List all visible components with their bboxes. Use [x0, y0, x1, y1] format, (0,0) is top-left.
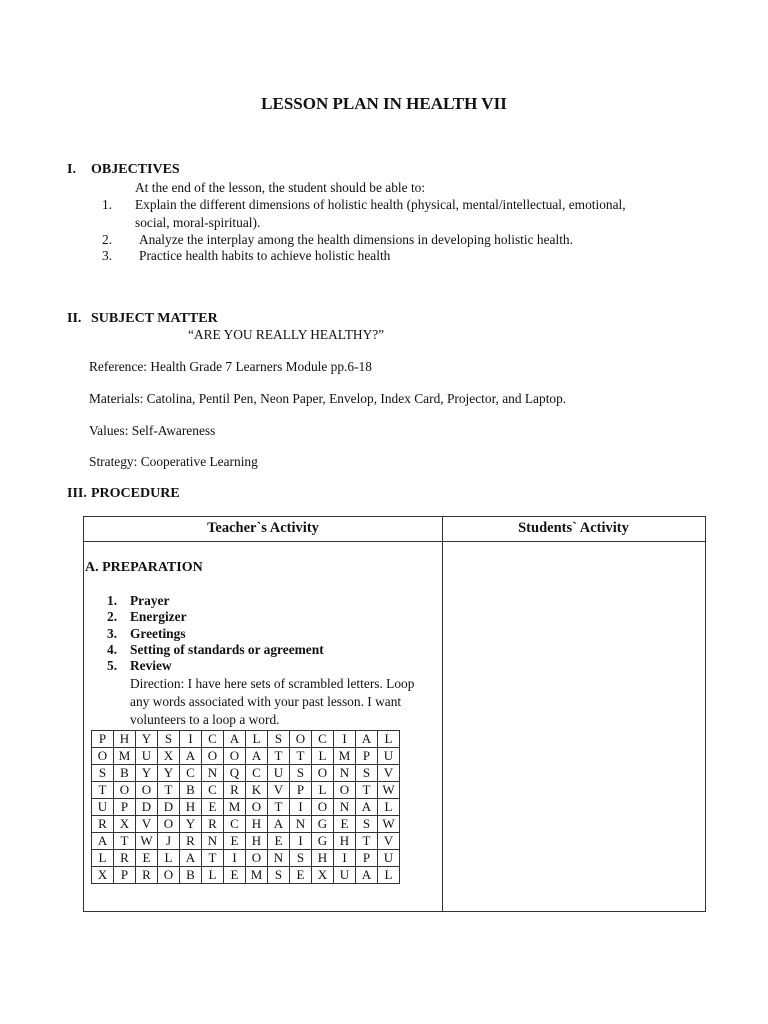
word-search-cell[interactable]: H: [246, 833, 268, 850]
word-search-cell[interactable]: P: [356, 850, 378, 867]
word-search-cell[interactable]: R: [202, 816, 224, 833]
word-search-cell[interactable]: O: [224, 748, 246, 765]
word-search-cell[interactable]: Y: [180, 816, 202, 833]
word-search-cell[interactable]: U: [92, 799, 114, 816]
word-search-cell[interactable]: O: [290, 731, 312, 748]
word-search-cell[interactable]: A: [356, 799, 378, 816]
step-5-number: 5.: [107, 658, 118, 673]
word-search-cell[interactable]: L: [312, 748, 334, 765]
word-search-cell[interactable]: B: [114, 765, 136, 782]
word-search-cell[interactable]: I: [180, 731, 202, 748]
word-search-cell[interactable]: L: [378, 731, 400, 748]
direction-line-2: any words associated with your past lesson. I want: [130, 694, 402, 709]
word-search-cell[interactable]: P: [114, 799, 136, 816]
word-search-cell[interactable]: I: [290, 799, 312, 816]
word-search-cell[interactable]: C: [224, 816, 246, 833]
subject-matter-number: II.: [67, 311, 82, 326]
word-search-cell[interactable]: N: [202, 765, 224, 782]
word-search-cell[interactable]: S: [290, 850, 312, 867]
subject-topic: “ARE YOU REALLY HEALTHY?”: [188, 327, 385, 342]
word-search-cell[interactable]: X: [158, 748, 180, 765]
word-search-cell[interactable]: H: [246, 816, 268, 833]
word-search-cell[interactable]: C: [202, 782, 224, 799]
word-search-cell[interactable]: H: [312, 850, 334, 867]
word-search-grid: [91, 730, 400, 884]
direction-line-3: volunteers to a loop a word.: [130, 712, 280, 727]
word-search-cell[interactable]: V: [378, 765, 400, 782]
objectives-intro: At the end of the lesson, the student should be able to:: [135, 180, 426, 195]
word-search-cell[interactable]: P: [114, 867, 136, 884]
procedure-heading: PROCEDURE: [91, 486, 180, 501]
word-search-cell[interactable]: A: [180, 748, 202, 765]
step-4-number: 4.: [107, 642, 118, 657]
word-search-cell[interactable]: L: [312, 782, 334, 799]
word-search-cell[interactable]: L: [92, 850, 114, 867]
word-search-cell[interactable]: K: [246, 782, 268, 799]
word-search-cell[interactable]: R: [180, 833, 202, 850]
word-search-cell[interactable]: U: [378, 850, 400, 867]
word-search-cell[interactable]: O: [136, 782, 158, 799]
word-search-cell[interactable]: R: [224, 782, 246, 799]
document-title: LESSON PLAN IN HEALTH VII: [261, 94, 507, 113]
word-search-cell[interactable]: I: [334, 731, 356, 748]
word-search-cell[interactable]: A: [180, 850, 202, 867]
word-search-cell[interactable]: G: [312, 816, 334, 833]
preparation-label: A. PREPARATION: [85, 560, 203, 575]
word-search-cell[interactable]: A: [356, 731, 378, 748]
word-search-cell[interactable]: S: [268, 867, 290, 884]
word-search-cell[interactable]: L: [202, 867, 224, 884]
word-search-cell[interactable]: R: [92, 816, 114, 833]
objective-2-number: 2.: [102, 232, 113, 247]
word-search-cell[interactable]: X: [114, 816, 136, 833]
word-search-cell[interactable]: T: [158, 782, 180, 799]
word-search-cell[interactable]: C: [246, 765, 268, 782]
word-search-cell[interactable]: S: [356, 765, 378, 782]
word-search-cell[interactable]: C: [312, 731, 334, 748]
word-search-cell[interactable]: D: [158, 799, 180, 816]
word-search-cell[interactable]: W: [378, 816, 400, 833]
subject-strategy: Strategy: Cooperative Learning: [89, 454, 258, 469]
word-search-cell[interactable]: A: [356, 867, 378, 884]
word-search-cell[interactable]: O: [334, 782, 356, 799]
students-activity-header: Students` Activity: [518, 520, 629, 536]
step-1-prayer: Prayer: [130, 593, 170, 608]
direction-line-1: Direction: I have here sets of scrambled letters. Loop: [130, 676, 415, 691]
word-search-cell[interactable]: M: [114, 748, 136, 765]
subject-values: Values: Self-Awareness: [89, 423, 216, 438]
word-search-cell[interactable]: L: [158, 850, 180, 867]
word-search-cell[interactable]: O: [312, 765, 334, 782]
word-search-cell[interactable]: P: [92, 731, 114, 748]
word-search-cell[interactable]: P: [356, 748, 378, 765]
word-search-cell[interactable]: H: [114, 731, 136, 748]
word-search-cell[interactable]: S: [158, 731, 180, 748]
word-search-cell[interactable]: H: [180, 799, 202, 816]
subject-materials: Materials: Catolina, Pentil Pen, Neon Paper, Envelop, Index Card, Projector, and Laptop.: [89, 391, 567, 406]
word-search-cell[interactable]: N: [202, 833, 224, 850]
procedure-number: III.: [67, 486, 87, 501]
table-column-divider: [442, 517, 443, 911]
step-3-number: 3.: [107, 626, 118, 641]
word-search-cell[interactable]: A: [92, 833, 114, 850]
objective-3-number: 3.: [102, 248, 113, 263]
word-search-cell[interactable]: T: [356, 782, 378, 799]
word-search-cell[interactable]: O: [246, 799, 268, 816]
word-search-cell[interactable]: O: [158, 867, 180, 884]
word-search-cell[interactable]: Y: [136, 765, 158, 782]
objective-2-text: Analyze the interplay among the health dimensions in developing holistic health.: [139, 232, 573, 247]
word-search-cell[interactable]: M: [224, 799, 246, 816]
objectives-heading: OBJECTIVES: [91, 162, 180, 177]
word-search-cell[interactable]: T: [356, 833, 378, 850]
word-search-cell[interactable]: L: [246, 731, 268, 748]
word-search-cell[interactable]: I: [224, 850, 246, 867]
step-3-greetings: Greetings: [130, 626, 186, 641]
word-search-cell[interactable]: S: [290, 765, 312, 782]
word-search-cell[interactable]: E: [202, 799, 224, 816]
word-search-cell[interactable]: E: [136, 850, 158, 867]
objective-1-text: Explain the different dimensions of holistic health (physical, mental/intellectual, emotional,: [135, 197, 626, 212]
word-search-cell[interactable]: S: [92, 765, 114, 782]
subject-reference: Reference: Health Grade 7 Learners Module pp.6-18: [89, 359, 372, 374]
word-search-cell[interactable]: O: [158, 816, 180, 833]
objective-1-number: 1.: [102, 197, 113, 212]
word-search-cell[interactable]: I: [290, 833, 312, 850]
word-search-cell[interactable]: H: [334, 833, 356, 850]
word-search-cell[interactable]: T: [92, 782, 114, 799]
subject-matter-heading: SUBJECT MATTER: [91, 311, 218, 326]
word-search-cell[interactable]: O: [246, 850, 268, 867]
objective-1-text-cont: social, moral-spiritual).: [135, 215, 261, 230]
word-search-cell[interactable]: Y: [136, 731, 158, 748]
word-search-cell[interactable]: O: [92, 748, 114, 765]
word-search-cell[interactable]: E: [290, 867, 312, 884]
word-search-cell[interactable]: Y: [158, 765, 180, 782]
step-2-energizer: Energizer: [130, 609, 187, 624]
teacher-activity-header: Teacher`s Activity: [207, 520, 319, 536]
word-search-cell[interactable]: T: [202, 850, 224, 867]
word-search-cell[interactable]: W: [378, 782, 400, 799]
word-search-cell[interactable]: E: [334, 816, 356, 833]
word-search-cell[interactable]: N: [334, 765, 356, 782]
word-search-cell[interactable]: B: [180, 867, 202, 884]
word-search-cell[interactable]: E: [268, 833, 290, 850]
word-search-cell[interactable]: C: [202, 731, 224, 748]
word-search-cell[interactable]: A: [246, 748, 268, 765]
word-search-cell[interactable]: V: [136, 816, 158, 833]
word-search-cell[interactable]: Q: [224, 765, 246, 782]
table-header-divider: [84, 541, 705, 542]
word-search-cell[interactable]: V: [378, 833, 400, 850]
word-search-cell[interactable]: O: [114, 782, 136, 799]
step-4-standards: Setting of standards or agreement: [130, 642, 324, 657]
word-search-cell[interactable]: O: [202, 748, 224, 765]
word-search-cell[interactable]: W: [136, 833, 158, 850]
word-search-cell[interactable]: O: [312, 799, 334, 816]
word-search-cell[interactable]: N: [334, 799, 356, 816]
word-search-cell[interactable]: X: [312, 867, 334, 884]
word-search-cell[interactable]: N: [290, 816, 312, 833]
word-search-cell[interactable]: V: [268, 782, 290, 799]
objective-3-text: Practice health habits to achieve holistic health: [139, 248, 391, 263]
word-search-cell[interactable]: N: [268, 850, 290, 867]
word-search-cell[interactable]: M: [246, 867, 268, 884]
word-search-cell[interactable]: A: [268, 816, 290, 833]
word-search-cell[interactable]: U: [378, 748, 400, 765]
word-search-cell[interactable]: L: [378, 867, 400, 884]
word-search-cell[interactable]: P: [290, 782, 312, 799]
word-search-cell[interactable]: J: [158, 833, 180, 850]
step-2-number: 2.: [107, 609, 118, 624]
word-search-cell[interactable]: R: [136, 867, 158, 884]
word-search-cell[interactable]: T: [290, 748, 312, 765]
word-search-cell[interactable]: X: [92, 867, 114, 884]
word-search-cell[interactable]: T: [268, 748, 290, 765]
objectives-number: I.: [67, 162, 76, 177]
word-search-cell[interactable]: T: [268, 799, 290, 816]
word-search-cell[interactable]: M: [334, 748, 356, 765]
step-1-number: 1.: [107, 593, 118, 608]
word-search-cell[interactable]: S: [356, 816, 378, 833]
word-search-cell[interactable]: L: [378, 799, 400, 816]
word-search-cell[interactable]: G: [312, 833, 334, 850]
word-search-cell[interactable]: U: [334, 867, 356, 884]
word-search-cell[interactable]: A: [224, 731, 246, 748]
word-search-cell[interactable]: D: [136, 799, 158, 816]
word-search-cell[interactable]: U: [268, 765, 290, 782]
word-search-cell[interactable]: S: [268, 731, 290, 748]
word-search-cell[interactable]: E: [224, 833, 246, 850]
word-search-cell[interactable]: T: [114, 833, 136, 850]
word-search-cell[interactable]: B: [180, 782, 202, 799]
word-search-cell[interactable]: E: [224, 867, 246, 884]
word-search-cell[interactable]: C: [180, 765, 202, 782]
word-search-cell[interactable]: U: [136, 748, 158, 765]
word-search-cell[interactable]: I: [334, 850, 356, 867]
word-search-cell[interactable]: R: [114, 850, 136, 867]
step-5-review: Review: [130, 658, 172, 673]
